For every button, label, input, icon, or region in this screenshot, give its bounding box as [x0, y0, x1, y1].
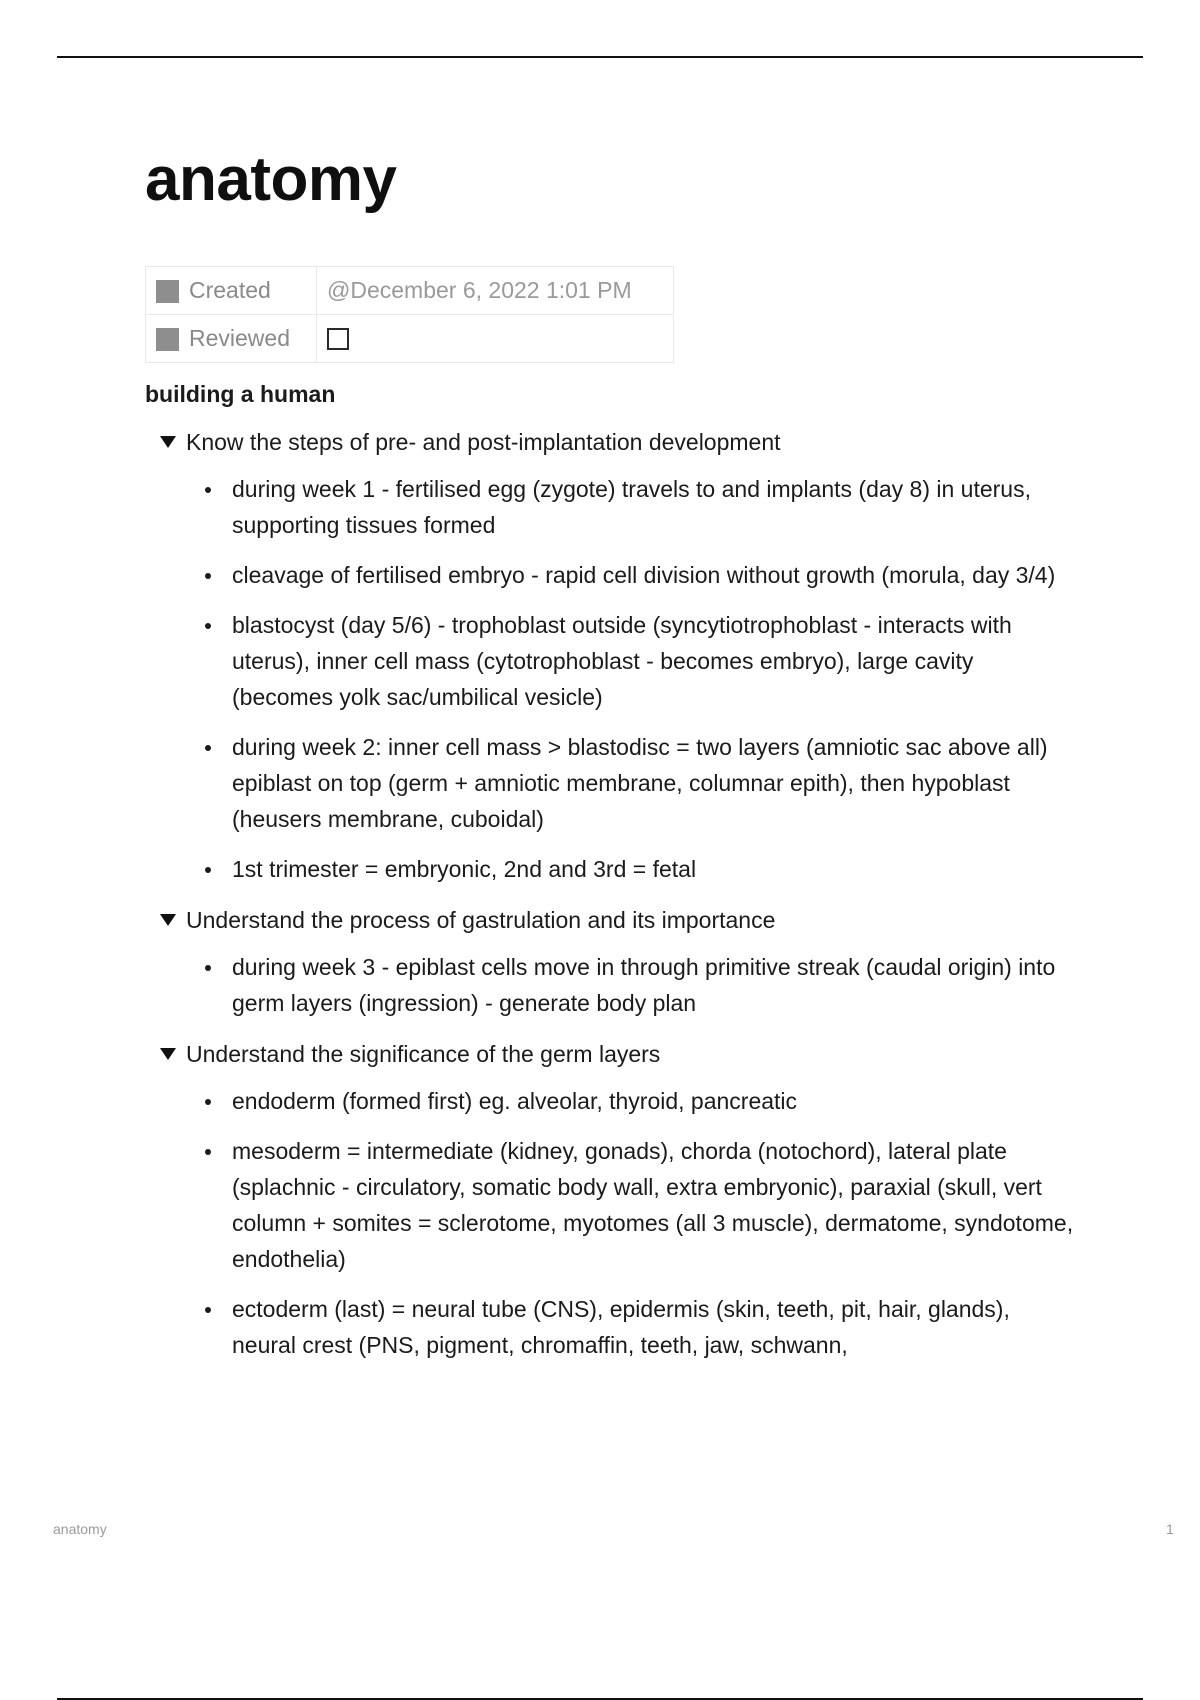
bullet-list [145, 949, 1080, 1021]
toggle-heading-text: Know the steps of pre- and post-implantation development [186, 429, 781, 455]
toggle-header[interactable] [160, 905, 1080, 935]
list-item: during week 3 - epiblast cells move in through primitive streak (caudal origin) into germ layers (ingression) - generate body plan [232, 949, 1080, 1021]
page-title: anatomy [145, 145, 397, 214]
bullet-list [145, 471, 1080, 887]
list-item: cleavage of fertilised embryo - rapid cell division without growth (morula, day 3/4) [232, 557, 1080, 593]
list-item: 1st trimester = embryonic, 2nd and 3rd = fetal [232, 851, 1080, 887]
toggle-heading-text: Understand the significance of the germ layers [186, 1041, 661, 1067]
toggle-block-implantation [145, 427, 1080, 887]
toggle-header[interactable] [160, 1039, 1080, 1069]
toggle-arrow-icon[interactable] [160, 914, 176, 926]
toggle-arrow-icon[interactable] [160, 1048, 176, 1060]
list-item: during week 2: inner cell mass > blastodisc = two layers (amniotic sac above all) epiblast on top (germ + amniotic membrane, columnar epith), then hypoblast (heusers membrane, cuboidal) [232, 729, 1080, 837]
property-label: Created [189, 277, 271, 303]
list-item: blastocyst (day 5/6) - trophoblast outside (syncytiotrophoblast - interacts with uterus), inner cell mass (cytotrophoblast - becomes embryo), large cavity (becomes yolk sac/umbilical vesicle) [232, 607, 1080, 715]
checkbox-type-icon [156, 328, 179, 351]
section-heading: building a human [145, 381, 336, 407]
list-item: endoderm (formed first) eg. alveolar, thyroid, pancreatic [232, 1083, 1080, 1119]
bullet-list [145, 1083, 1080, 1363]
reviewed-value-cell [317, 315, 674, 363]
toggle-header[interactable] [160, 427, 1080, 457]
list-item: mesoderm = intermediate (kidney, gonads), chorda (notochord), lateral plate (splachnic - circulatory, somatic body wall, extra embryonic), paraxial (skull, vert column + somites = sclerotome, myotomes (all 3 muscle), dermatome, syndotome, endothelia) [232, 1133, 1080, 1277]
properties-table [145, 266, 674, 363]
toggle-heading-text: Understand the process of gastrulation and its importance [186, 907, 776, 933]
created-date-value[interactable]: @December 6, 2022 1:01 PM [317, 267, 674, 315]
list-item: during week 1 - fertilised egg (zygote) travels to and implants (day 8) in uterus, supporting tissues formed [232, 471, 1080, 543]
property-label: Reviewed [189, 325, 290, 351]
toggle-block-gastrulation [145, 905, 1080, 1021]
toggle-block-germ-layers [145, 1039, 1080, 1363]
property-row-created [146, 267, 674, 315]
property-key-cell [146, 315, 317, 363]
property-key-cell [146, 267, 317, 315]
toggle-arrow-icon[interactable] [160, 436, 176, 448]
footer-doc-name: anatomy [53, 1521, 107, 1537]
footer-page-number: 1 [1166, 1521, 1174, 1537]
page-content [145, 140, 1080, 1363]
property-row-reviewed [146, 315, 674, 363]
reviewed-checkbox[interactable] [327, 328, 349, 350]
top-rule [57, 56, 1143, 58]
list-item: ectoderm (last) = neural tube (CNS), epidermis (skin, teeth, pit, hair, glands), neural crest (PNS, pigment, chromaffin, teeth, jaw, schwann, [232, 1291, 1080, 1363]
property-type-icon [156, 280, 179, 303]
